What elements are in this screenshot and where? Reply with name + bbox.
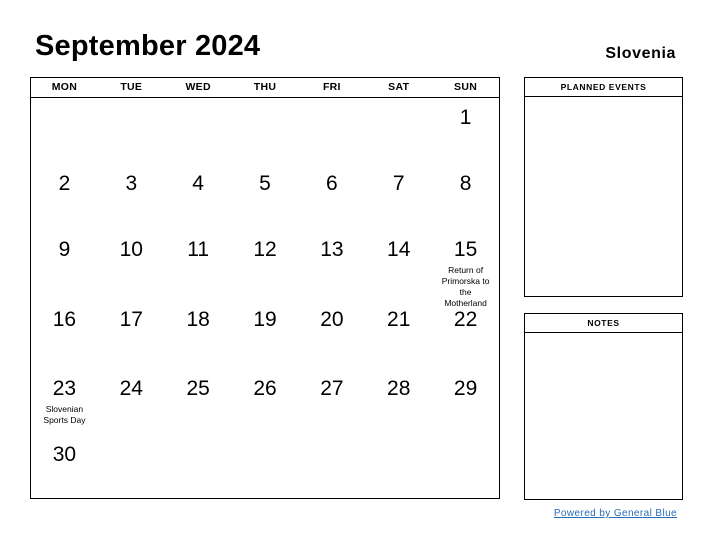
- day-cell: [98, 435, 165, 516]
- day-number: [165, 98, 232, 106]
- weekday-tue: TUE: [120, 81, 143, 93]
- day-cell: [432, 435, 499, 516]
- day-cell: [165, 435, 232, 516]
- planned-events-header: PLANNED EVENTS: [525, 78, 682, 97]
- day-number: 1: [459, 106, 472, 129]
- day-cell: [365, 230, 432, 300]
- day-cell: [165, 300, 232, 369]
- day-cell: [432, 300, 499, 369]
- day-cell: [432, 369, 499, 435]
- day-number: 23: [52, 377, 77, 400]
- day-cell: [232, 300, 299, 369]
- day-cell: [31, 435, 98, 516]
- day-cell: [98, 369, 165, 435]
- day-cell: [298, 164, 365, 230]
- holiday-label: Slovenian Sports Day: [43, 404, 86, 425]
- day-cell: [31, 300, 98, 369]
- day-number: [98, 435, 165, 443]
- powered-by-link[interactable]: Powered by General Blue: [553, 508, 677, 519]
- weekday-thu: THU: [253, 81, 277, 93]
- day-number: 9: [58, 238, 71, 261]
- day-cell: [298, 300, 365, 369]
- day-number: [232, 435, 299, 443]
- day-cell: [165, 98, 232, 164]
- calendar-title: September 2024: [35, 30, 261, 62]
- weekday-sat: SAT: [388, 81, 410, 93]
- week-row: [31, 164, 499, 230]
- day-number: 18: [186, 308, 210, 331]
- day-cell: [432, 230, 499, 308]
- day-cell: [298, 369, 365, 435]
- day-number: 20: [320, 308, 344, 331]
- week-row: [31, 98, 499, 164]
- day-cell: [365, 164, 432, 230]
- day-cell: [98, 164, 165, 230]
- day-cell: [232, 369, 299, 435]
- day-number: 15: [453, 238, 478, 261]
- day-number: 2: [58, 172, 71, 195]
- day-cell: [232, 435, 299, 516]
- weekday-mon: MON: [51, 81, 78, 93]
- day-cell: [31, 164, 98, 230]
- day-cell: [232, 230, 299, 300]
- day-cell: [165, 369, 232, 435]
- day-number: 8: [459, 172, 472, 195]
- day-cell: [432, 164, 499, 230]
- day-number: 6: [326, 172, 338, 195]
- weekday-fri: FRI: [322, 81, 341, 93]
- day-cell: [98, 230, 165, 300]
- day-cell: [31, 98, 98, 164]
- day-number: 19: [253, 308, 277, 331]
- day-number: 21: [387, 308, 411, 331]
- day-number: 27: [320, 377, 344, 400]
- day-number: 30: [52, 443, 77, 466]
- week-row: [31, 369, 499, 435]
- day-number: [298, 98, 365, 106]
- notes-header: NOTES: [525, 314, 682, 333]
- day-number: [365, 435, 432, 443]
- day-number: 10: [119, 238, 143, 261]
- day-number: 22: [453, 308, 478, 331]
- day-cell: [365, 98, 432, 164]
- day-number: 28: [387, 377, 411, 400]
- day-number: [365, 98, 432, 106]
- month-calendar: [30, 77, 500, 499]
- day-cell: [298, 230, 365, 300]
- day-number: 11: [187, 238, 210, 261]
- day-number: 29: [453, 377, 478, 400]
- day-cell: [98, 98, 165, 164]
- weekday-sun: SUN: [454, 81, 478, 93]
- day-cell: [365, 300, 432, 369]
- day-number: [298, 435, 365, 443]
- country-label: Slovenia: [605, 45, 676, 62]
- day-cell: [432, 98, 499, 164]
- notes-panel: [524, 313, 683, 500]
- day-number: 14: [387, 238, 411, 261]
- day-number: [165, 435, 232, 443]
- day-number: 16: [52, 308, 77, 331]
- week-row: [31, 300, 499, 369]
- day-number: 7: [392, 172, 405, 195]
- day-number: 13: [320, 238, 344, 261]
- day-number: [31, 98, 98, 106]
- day-cell: [365, 369, 432, 435]
- day-number: 5: [259, 172, 271, 195]
- calendar-grid: [31, 98, 499, 516]
- day-number: 17: [119, 308, 143, 331]
- day-cell: [165, 230, 232, 300]
- week-row: [31, 230, 499, 308]
- holiday-label: Return of Primorska to the Motherland: [441, 265, 490, 308]
- day-number: 12: [253, 238, 277, 261]
- day-number: 25: [186, 377, 210, 400]
- day-cell: [31, 230, 98, 300]
- day-number: 4: [192, 172, 204, 195]
- weekday-wed: WED: [185, 81, 211, 93]
- day-number: 24: [119, 377, 143, 400]
- day-cell: [298, 98, 365, 164]
- day-cell: [98, 300, 165, 369]
- day-cell: [31, 369, 98, 435]
- day-cell: [232, 164, 299, 230]
- planned-events-panel: [524, 77, 683, 297]
- day-cell: [365, 435, 432, 516]
- day-number: 26: [253, 377, 277, 400]
- weekday-header: [31, 78, 499, 98]
- day-number: [98, 98, 165, 106]
- day-number: [232, 98, 299, 106]
- day-cell: [298, 435, 365, 516]
- day-cell: [165, 164, 232, 230]
- week-row: [31, 435, 499, 516]
- day-number: [432, 435, 499, 443]
- day-cell: [232, 98, 299, 164]
- day-number: 3: [125, 172, 138, 195]
